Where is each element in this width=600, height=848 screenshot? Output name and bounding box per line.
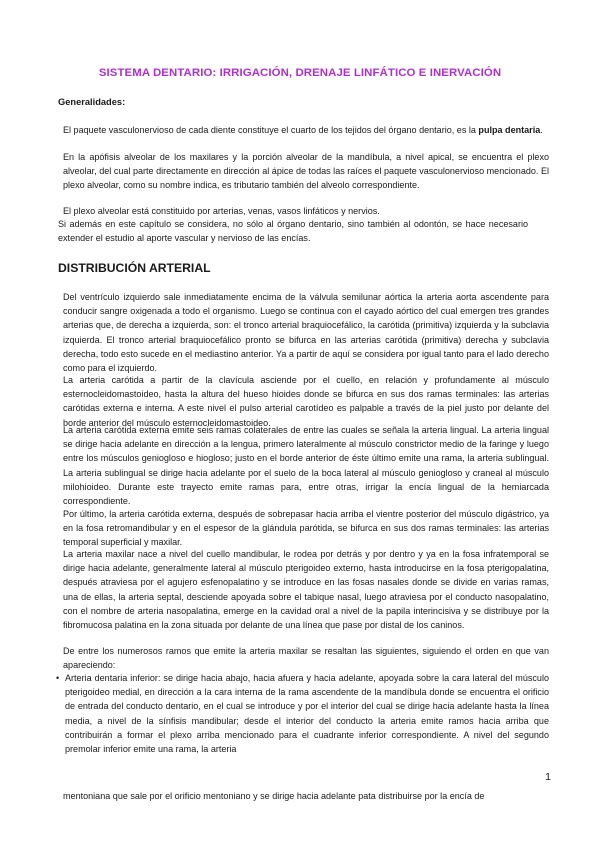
distribucion-paragraph-6: De entre los numerosos ramos que emite la arteria maxilar se resaltan las siguientes, siguiendo el orden en que van apareciendo:: [63, 646, 549, 671]
continuation-line: mentoniana que sale por el orificio mentoniano y se dirige hacia adelante pata distribuirse por la encía de: [63, 791, 485, 801]
distribucion-paragraph-4: Por último, la arteria carótida externa, después de sobrepasar hacia arriba el vientre posterior del músculo digástrico, ya en la fosa retromandibular y en el espesor de la glándula parótida, se bifurca en sus dos ramas terminales: las arterias temporal superficial y maxilar.: [63, 509, 549, 548]
document-title: SISTEMA DENTARIO: IRRIGACIÓN, DRENAJE LINFÁTICO E INERVACIÓN: [98, 67, 502, 79]
generalidades-heading: Generalidades:: [58, 97, 126, 107]
page-number: 1: [545, 771, 551, 783]
generalidades-paragraph-2: En la apófisis alveolar de los maxilares y la porción alveolar de la mandíbula, a nivel apical, se encuentra el plexo alveolar, del cual parte directamente en dirección al ápice de todas las raíces el paquete vasculonervioso mencionado. El plexo alveolar, como su nombre indica, es tributario también del alveolo correspondiente.: [63, 152, 549, 191]
generalidades-paragraph-3: El plexo alveolar está constituido por arterias, venas, vasos linfáticos y nervios.: [63, 206, 380, 216]
distribucion-paragraph-2: La arteria carótida a partir de la clavícula asciende por el cuello, en relación y profundamente al músculo esternocleidomastoideo, hasta la altura del hueso hioides donde se bifurca en sus dos ramas terminales: las arterias carótidas externa e interna. A este nivel el pulso arterial carotídeo es palpable a través de la piel justo por delante del borde anterior del músculo esternocleidomastoideo.: [63, 375, 549, 428]
generalidades-paragraph-1: El paquete vasculonervioso de cada diente constituye el cuarto de los tejidos del órgano dentario, es la pulpa dentaria.: [63, 125, 543, 135]
bullet-marker: •: [56, 673, 60, 683]
generalidades-paragraph-4: Si además en este capítulo se considera, no sólo al órgano dentario, sino también al odontón, se hace necesario extender el estudio al aporte vascular y nervioso de las encías.: [58, 219, 528, 244]
section-heading-distribucion: DISTRIBUCIÓN ARTERIAL: [58, 261, 211, 275]
distribucion-paragraph-5: La arteria maxilar nace a nivel del cuello mandibular, le rodea por detrás y por dentro y ya en la fosa infratemporal se dirige hacia adelante, generalmente lateral al músculo pterigoideo externo, hasta introducirse en la fosa pterigopalatina, después atraviesa por el agujero esfenopalatino y se introduce en las fosas nasales donde se divide en varias ramas, una de ellas, la arteria septal, desciende apoyada sobre el tabique nasal, luego atraviesa por el conducto nasopalatino, con el nombre de arteria nasopalatina, emerge en la cavidad oral a nivel de la papila interincisiva y se distribuye por la fibromucosa palatina en la zona situada por delante de una línea que pase por distal de los caninos.: [63, 549, 549, 631]
distribucion-paragraph-1: Del ventrículo izquierdo sale inmediatamente encima de la válvula semilunar aórtica la arteria aorta ascendente para conducir sangre oxigenada a todo el organismo. Luego se continua con el cayado aórtico del cual emergen tres grandes arterias que, de derecha a izquierda, son: el tronco arterial braquiocefálico, la carótida (primitiva) izquierda y la subclavia izquierda. El tronco arterial braquiocefálico pronto se bifurca en las arterias carótida (primitiva) derecha y subclavia derecha, todo esto sucede en el mediastino anterior. Ya a partir de aquí se considera por igual tanto para el lado derecho como para el izquierdo.: [63, 292, 549, 374]
distribucion-paragraph-3: La arteria carótida externa emite seis ramas colaterales de entre las cuales se señala la arteria lingual. La arteria lingual se dirige hacia adelante en dirección a la lengua, primero lateralmente al músculo constrictor medio de la faringe y luego entre los músculos geniogloso e hiogloso; justo en el borde anterior de éste último emite una rama, la arteria sublingual. La arteria sublingual se dirige hacia adelante por el suelo de la boca lateral al músculo geniogloso y craneal al músculo milohioideo. Durante este trayecto emite ramas para, entre otras, irrigar la encía lingual de la hemiarcada correspondiente.: [63, 425, 549, 507]
bullet-item-dentaria-inferior: Arteria dentaria inferior: se dirige hacia abajo, hacia afuera y hacia adelante, apoyada sobre la cara lateral del músculo pterigoideo medial, en dirección a la cara interna de la rama ascendente de la mandíbula donde se encuentra el orificio de entrada del conducto dentario, en el cual se introduce y por el interior del cual se dirige hacia adelante hasta la línea media, a nivel de la sínfisis mandibular; desde el interior del conducto la arteria emite ramos hacia arriba que contribuirán a formar el plexo arriba mencionado para el cuadrante inferior correspondiente. A nivel del segundo premolar inferior emite una rama, la arteria: [65, 673, 549, 755]
